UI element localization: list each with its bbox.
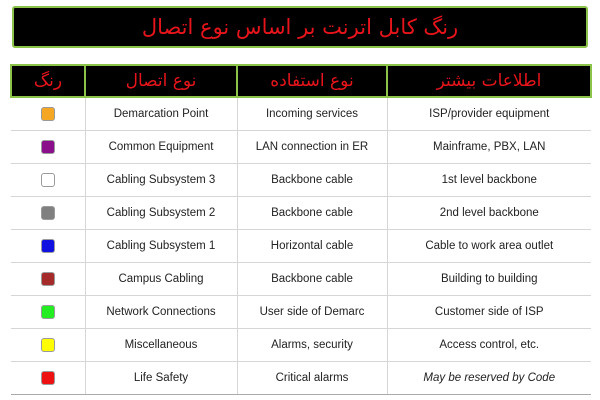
color-cell [11,362,85,395]
color-swatch [41,371,55,385]
color-cell [11,164,85,197]
connection-type-cell: Life Safety [85,362,237,395]
color-swatch [41,173,55,187]
header-row [11,65,591,97]
more-info-cell: Access control, etc. [387,329,591,362]
more-info-cell: 2nd level backbone [387,197,591,230]
title-banner [12,6,588,48]
table-row [11,97,591,131]
color-swatch [41,107,55,121]
cable-color-table [10,64,592,395]
connection-type-cell: Cabling Subsystem 3 [85,164,237,197]
more-info-cell: Cable to work area outlet [387,230,591,263]
usage-type-cell: User side of Demarc [237,296,387,329]
header-connection-type: نوع اتصال [85,65,237,97]
color-swatch [41,140,55,154]
more-info-cell: 1st level backbone [387,164,591,197]
header-more-info: اطلاعات بیشتر [387,65,591,97]
table-row [11,329,591,362]
more-info-cell: Customer side of ISP [387,296,591,329]
color-swatch [41,239,55,253]
header-color: رنگ [11,65,85,97]
table-row [11,263,591,296]
table-row [11,197,591,230]
connection-type-cell: Network Connections [85,296,237,329]
usage-type-cell: Backbone cable [237,197,387,230]
color-cell [11,329,85,362]
connection-type-cell: Miscellaneous [85,329,237,362]
color-swatch [41,272,55,286]
color-swatch [41,338,55,352]
table-row [11,296,591,329]
table-row [11,131,591,164]
color-cell [11,296,85,329]
color-cell [11,131,85,164]
color-swatch [41,206,55,220]
more-info-cell: ISP/provider equipment [387,97,591,131]
usage-type-cell: Critical alarms [237,362,387,395]
page-title: رنگ کابل اترنت بر اساس نوع اتصال [141,15,459,39]
usage-type-cell: Backbone cable [237,263,387,296]
table-row [11,362,591,395]
color-cell [11,230,85,263]
usage-type-cell: Alarms, security [237,329,387,362]
table-row [11,230,591,263]
color-swatch [41,305,55,319]
table-header [11,65,591,97]
connection-type-cell: Demarcation Point [85,97,237,131]
connection-type-cell: Cabling Subsystem 2 [85,197,237,230]
connection-type-cell: Common Equipment [85,131,237,164]
color-cell [11,97,85,131]
usage-type-cell: Backbone cable [237,164,387,197]
table-row [11,164,591,197]
header-usage-type: نوع استفاده [237,65,387,97]
color-cell [11,263,85,296]
more-info-cell: Building to building [387,263,591,296]
table-body [11,97,591,395]
connection-type-cell: Campus Cabling [85,263,237,296]
more-info-cell: Mainframe, PBX, LAN [387,131,591,164]
more-info-cell: May be reserved by Code [387,362,591,395]
color-cell [11,197,85,230]
usage-type-cell: Incoming services [237,97,387,131]
usage-type-cell: LAN connection in ER [237,131,387,164]
usage-type-cell: Horizontal cable [237,230,387,263]
connection-type-cell: Cabling Subsystem 1 [85,230,237,263]
